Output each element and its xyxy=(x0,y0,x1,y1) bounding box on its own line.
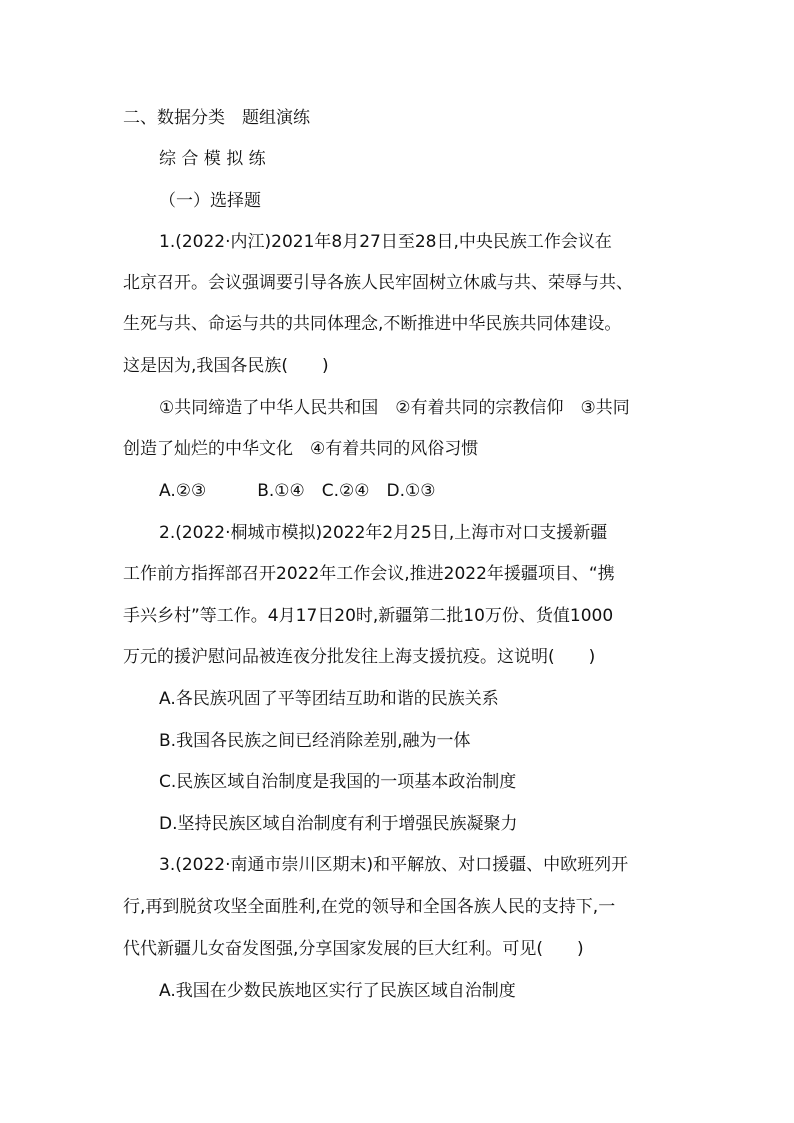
answer-option-b: B.我国各民族之间已经消除差别,融为一体 xyxy=(159,731,471,751)
question-text-line: 3.(2022·南通市崇川区期末)和平解放、对口援疆、中欧班列开 xyxy=(159,855,629,875)
question-text-line: 代代新疆儿女奋发图强,分享国家发展的巨大红利。可见( ) xyxy=(123,939,584,959)
section-subheading: 综 合 模 拟 练 xyxy=(159,149,266,169)
question-text-line: 行,再到脱贫攻坚全面胜利,在党的领导和全国各族人民的支持下,一 xyxy=(123,897,616,917)
answer-options: A.②③ B.①④ C.②④ D.①③ xyxy=(159,481,436,501)
section-heading: 二、数据分类 题组演练 xyxy=(123,108,310,128)
question-text-line: 手兴乡村”等工作。4月17日20时,新疆第二批10万份、货值1000 xyxy=(123,606,614,626)
answer-option-c: C.民族区域自治制度是我国的一项基本政治制度 xyxy=(159,772,517,792)
question-text-line: 万元的援沪慰问品被连夜分批发往上海支援抗疫。这说明( ) xyxy=(123,647,596,667)
statement-line: ①共同缔造了中华人民共和国 ②有着共同的宗教信仰 ③共同 xyxy=(159,398,630,418)
answer-option-d: D.坚持民族区域自治制度有利于增强民族凝聚力 xyxy=(159,814,518,834)
question-text-line: 1.(2022·内江)2021年8月27日至28日,中央民族工作会议在 xyxy=(159,232,612,252)
statement-line: 创造了灿烂的中华文化 ④有着共同的风俗习惯 xyxy=(123,439,479,459)
question-text-line: 工作前方指挥部召开2022年工作会议,推进2022年援疆项目、“携 xyxy=(123,564,615,584)
answer-option-a: A.各民族巩固了平等团结互助和谐的民族关系 xyxy=(159,689,499,709)
part-title: （一）选择题 xyxy=(159,191,261,211)
question-text-line: 这是因为,我国各民族( ) xyxy=(123,356,329,376)
question-text-line: 北京召开。会议强调要引导各族人民牢固树立休戚与共、荣辱与共、 xyxy=(123,273,633,293)
question-text-line: 2.(2022·桐城市模拟)2022年2月25日,上海市对口支援新疆 xyxy=(159,523,608,543)
answer-option-a: A.我国在少数民族地区实行了民族区域自治制度 xyxy=(159,981,516,1001)
question-text-line: 生死与共、命运与共的共同体理念,不断推进中华民族共同体建设。 xyxy=(123,314,622,334)
